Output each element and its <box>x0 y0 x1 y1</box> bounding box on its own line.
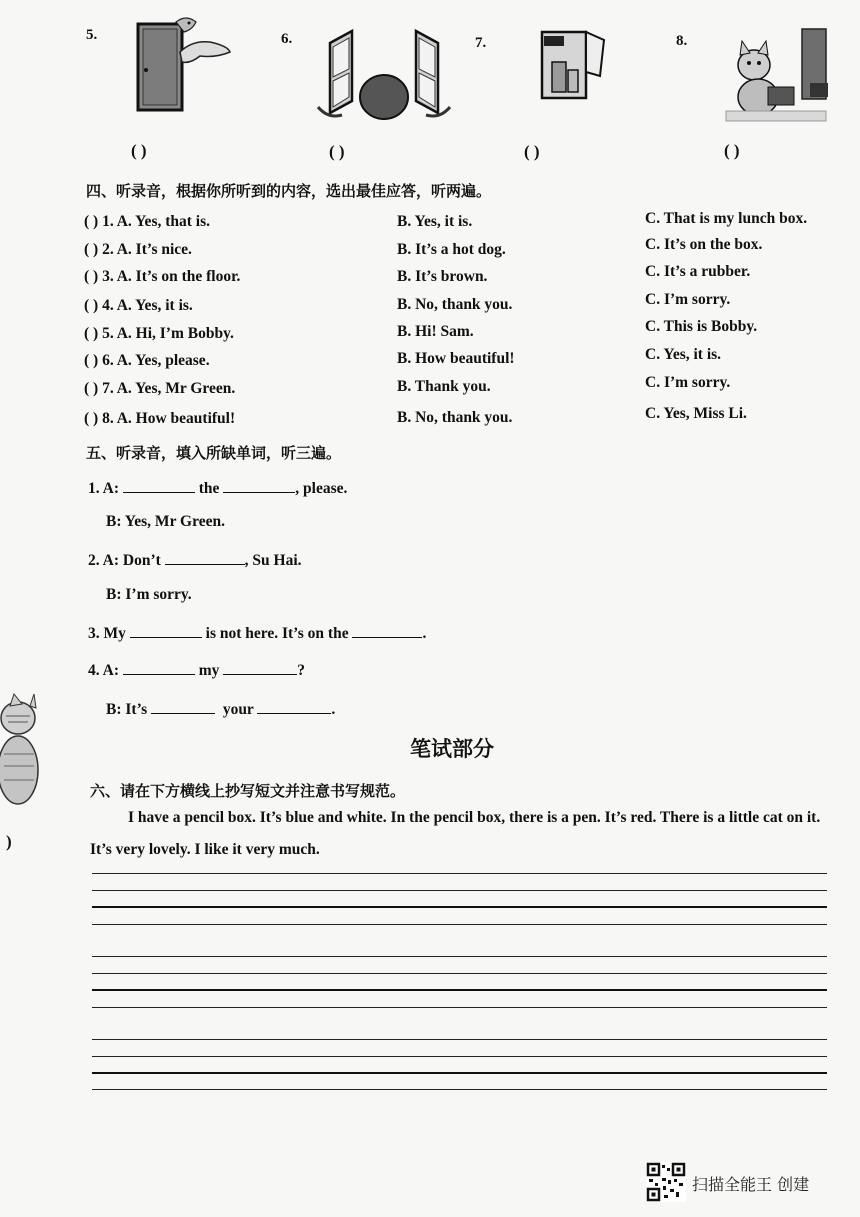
open-windows-picture <box>312 25 462 125</box>
writing-line <box>92 1007 827 1008</box>
fill-3-mid: is not here. It’s on the <box>205 625 349 642</box>
q1-option-a: ( ) 1. A. Yes, that is. <box>84 213 211 230</box>
q2-option-a: ( ) 2. A. It’s nice. <box>84 241 192 258</box>
q6-option-a: ( ) 6. A. Yes, please. <box>84 352 210 369</box>
writing-line <box>92 1089 827 1090</box>
q7-option-a: ( ) 7. A. Yes, Mr Green. <box>84 380 236 397</box>
q6-option-b: B. How beautiful! <box>397 350 515 367</box>
picture-number-6: 6. <box>281 31 293 47</box>
writing-line <box>92 1056 827 1057</box>
q4-option-c: C. I’m sorry. <box>645 291 731 308</box>
fill-blank[interactable] <box>223 478 295 493</box>
answer-paren-7: ( ) <box>524 142 540 161</box>
picture-number-5: 5. <box>86 27 98 43</box>
fill-4-prefix: 4. A: <box>88 662 119 679</box>
fill-blank[interactable] <box>352 623 422 638</box>
writing-line <box>92 890 827 891</box>
q6-option-c: C. Yes, it is. <box>645 346 722 363</box>
fill-line-2b: B: I’m sorry. <box>106 586 192 603</box>
fill-2-suffix: , Su Hai. <box>244 552 302 569</box>
fill-1-mid: the <box>198 480 220 497</box>
q5-option-a: ( ) 5. A. Hi, I’m Bobby. <box>84 325 234 342</box>
fill-4-suffix: ? <box>297 662 306 679</box>
window-hand-picture <box>538 26 610 106</box>
fill-blank[interactable] <box>151 699 215 714</box>
door-bird-picture <box>130 12 235 112</box>
q2-option-c: C. It’s on the box. <box>645 236 763 253</box>
fill-1-suffix: , please. <box>295 480 348 497</box>
q7-option-b: B. Thank you. <box>397 378 491 395</box>
fill-4b-suffix: . <box>331 701 336 718</box>
q5-option-c: C. This is Bobby. <box>645 318 758 335</box>
writing-line <box>92 1039 827 1040</box>
writing-line <box>92 989 827 991</box>
fill-1-prefix: 1. A: <box>88 480 119 497</box>
fill-4-mid: my <box>198 662 220 679</box>
fill-2-prefix: 2. A: Don’t <box>88 552 161 569</box>
fill-blank[interactable] <box>123 660 195 675</box>
q8-option-a: ( ) 8. A. How beautiful! <box>84 410 236 427</box>
q8-option-c: C. Yes, Miss Li. <box>645 405 747 422</box>
section5-title: 五、听录音，填入所缺单词，听三遍。 <box>86 444 342 462</box>
answer-paren-6: ( ) <box>329 142 345 161</box>
section6-title: 六、请在下方横线上抄写短文并注意书写规范。 <box>90 782 406 800</box>
margin-paren: ) <box>6 832 12 851</box>
picture-number-8: 8. <box>676 33 688 49</box>
written-section-title: 笔试部分 <box>410 737 494 761</box>
fill-line-1 <box>88 478 347 498</box>
fill-4b-prefix: B: It’s <box>106 701 148 718</box>
fill-line-4b <box>106 699 335 719</box>
fill-line-3 <box>88 623 426 643</box>
qr-code-icon <box>646 1162 686 1202</box>
answer-paren-8: ( ) <box>724 141 740 160</box>
copy-paragraph: I have a pencil box. It’s blue and white. In the pencil box, there is a pen. It’s red. There is a little cat on it. It’s very lovely. I like it very much. <box>90 809 821 858</box>
q2-option-b: B. It’s a hot dog. <box>397 241 506 258</box>
fill-4b-mid: your <box>222 701 254 718</box>
fill-blank[interactable] <box>257 699 331 714</box>
fill-line-1b: B: Yes, Mr Green. <box>106 513 225 530</box>
q8-option-b: B. No, thank you. <box>397 409 513 426</box>
q4-option-a: ( ) 4. A. Yes, it is. <box>84 297 193 314</box>
q1-option-c: C. That is my lunch box. <box>645 210 808 227</box>
q4-option-b: B. No, thank you. <box>397 296 513 313</box>
answer-paren-5: ( ) <box>131 141 147 160</box>
q3-option-a: ( ) 3. A. It’s on the floor. <box>84 268 241 285</box>
fill-blank[interactable] <box>165 550 245 565</box>
picture-number-7: 7. <box>475 35 487 51</box>
writing-line <box>92 873 827 874</box>
section4-title: 四、听录音，根据你所听到的内容，选出最佳应答，听两遍。 <box>86 182 492 200</box>
q7-option-c: C. I’m sorry. <box>645 374 731 391</box>
cat-desk-picture <box>722 25 832 130</box>
writing-line <box>92 973 827 974</box>
q5-option-b: B. Hi! Sam. <box>397 323 474 340</box>
writing-line <box>92 1072 827 1074</box>
scanner-watermark: 扫描全能王 创建 <box>692 1175 810 1194</box>
fill-blank[interactable] <box>123 478 195 493</box>
fill-3-prefix: 3. My <box>88 625 126 642</box>
writing-line <box>92 924 827 925</box>
fill-blank[interactable] <box>130 623 202 638</box>
q3-option-b: B. It’s brown. <box>397 268 488 285</box>
fill-3-suffix: . <box>422 625 427 642</box>
fill-blank[interactable] <box>223 660 297 675</box>
writing-line <box>92 956 827 957</box>
q1-option-b: B. Yes, it is. <box>397 213 473 230</box>
writing-line <box>92 906 827 908</box>
q3-option-c: C. It’s a rubber. <box>645 263 751 280</box>
fill-line-2 <box>88 550 302 570</box>
margin-cat-picture <box>0 690 42 815</box>
fill-line-4 <box>88 660 305 680</box>
